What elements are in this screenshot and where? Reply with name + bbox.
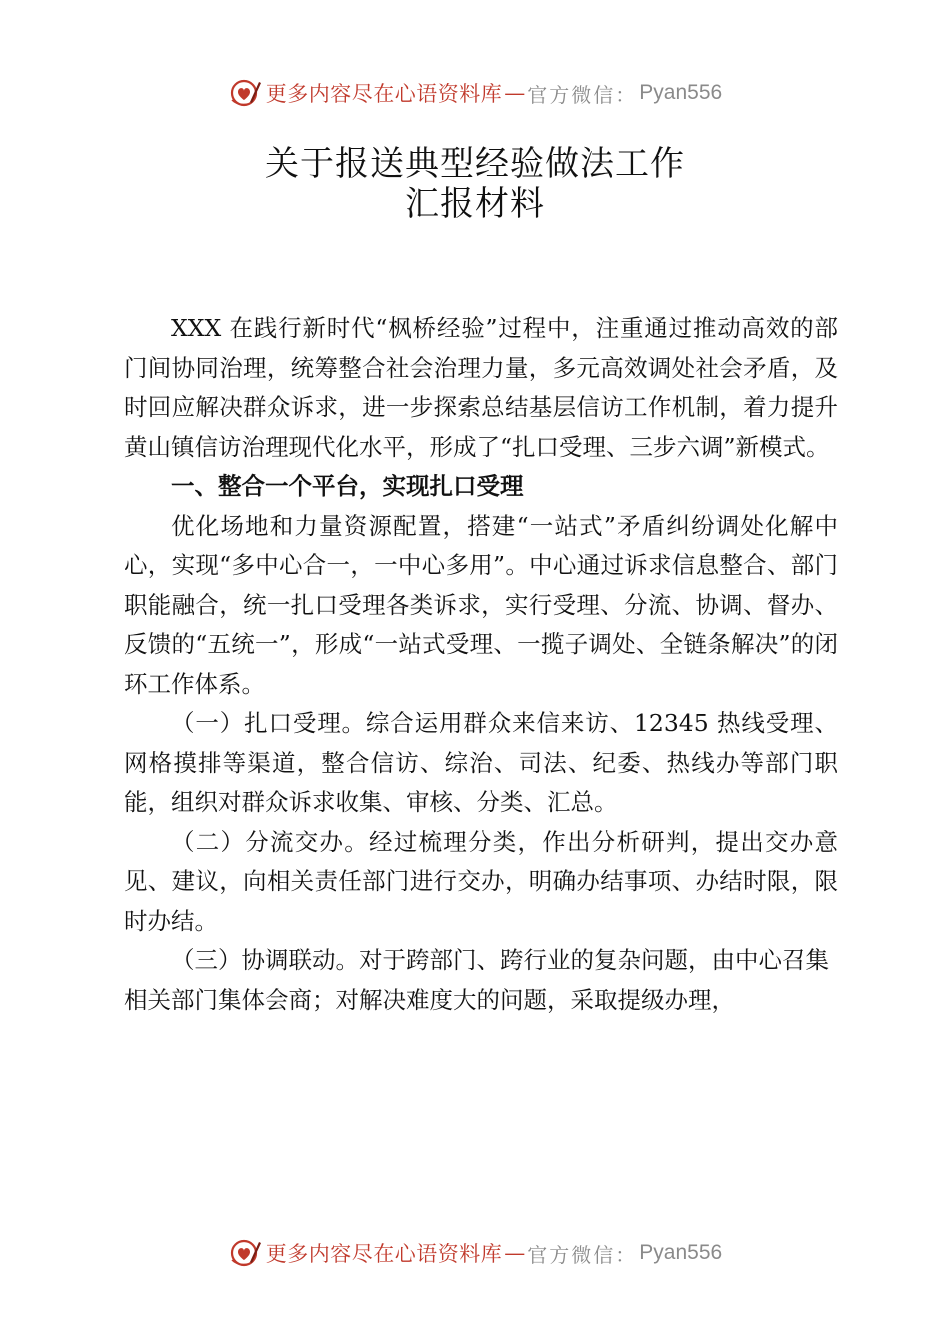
document-body [124, 309, 838, 1020]
body-paragraph: （一）扎口受理。综合运用群众来信来访、12345 热线受理、网格摸排等渠道，整合信访、综治、司法、纪委、热线办等部门职能，组织对群众诉求收集、审核、分类、汇总。 [124, 709, 838, 816]
body-paragraph: （三）协调联动。对于跨部门、跨行业的复杂问题，由中心召集相关部门集体会商；对解决难度大的问题，采取提级办理， [124, 946, 829, 1014]
banner-main-text: 更多内容尽在心语资料库 [265, 1242, 503, 1266]
document-title-line1: 关于报送典型经验做法工作 [265, 144, 685, 184]
document-title-line2: 汇报材料 [405, 184, 545, 224]
body-paragraph: 优化场地和力量资源配置，搭建“一站式”矛盾纠纷调处化解中心，实现“多中心合一，一中心多用”。中心通过诉求信息整合、部门职能融合，统一扎口受理各类诉求，实行受理、分流、协调、督办、反馈的“五统一”，形成“一站式受理、一揽子调处、全链条解决”的闭环工作体系。 [124, 511, 838, 698]
heart-pen-logo [228, 1236, 262, 1270]
banner-wechat-label: 官方微信： [527, 1242, 638, 1267]
banner-wechat-label: 官方微信： [527, 82, 638, 107]
heart-pen-logo [228, 76, 262, 110]
banner-main-text: 更多内容尽在心语资料库 [265, 82, 503, 106]
banner-dash: — [504, 1241, 526, 1265]
banner-dash: — [504, 81, 526, 105]
banner-wechat-id: Pyan556 [639, 1241, 723, 1264]
section-heading: 一、整合一个平台，实现扎口受理 [171, 472, 524, 500]
footer-banner [0, 1233, 950, 1273]
header-banner [0, 73, 950, 113]
banner-wechat-id: Pyan556 [639, 81, 723, 104]
body-paragraph: XXX 在践行新时代“枫桥经验”过程中，注重通过推动高效的部门间协同治理，统筹整合社会治理力量，多元高效调处社会矛盾，及时回应解决群众诉求，进一步探索总结基层信访工作机制，着力提升黄山镇信访治理现代化水平，形成了“扎口受理、三步六调”新模式。 [124, 314, 838, 461]
body-paragraph: （二）分流交办。经过梳理分类，作出分析研判，提出交办意见、建议，向相关责任部门进行交办，明确办结事项、办结时限，限时办结。 [124, 827, 838, 935]
